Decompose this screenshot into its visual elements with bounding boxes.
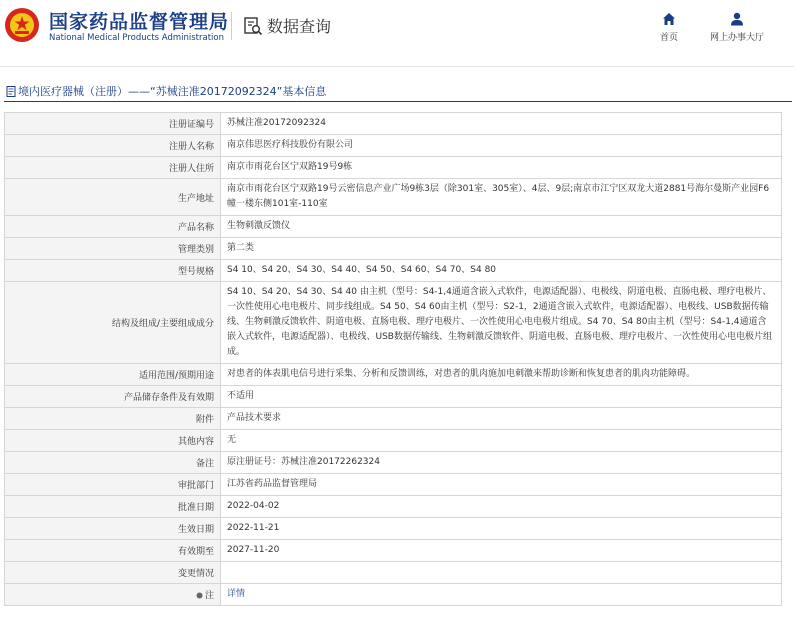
- row-value: 2022-11-21: [221, 518, 782, 540]
- national-emblem-icon: [4, 7, 40, 43]
- table-row: [5, 562, 782, 584]
- row-label: 审批部门: [5, 474, 221, 496]
- breadcrumb-text: 境内医疗器械（注册）——“苏械注准20172092324”基本信息: [18, 85, 327, 98]
- document-icon: [6, 86, 16, 97]
- row-value: 2022-04-02: [221, 496, 782, 518]
- breadcrumb-rule: [4, 101, 792, 102]
- row-label: [5, 584, 221, 606]
- row-value: [221, 562, 782, 584]
- row-value: S4 10、S4 20、S4 30、S4 40、S4 50、S4 60、S4 70、S4 80: [221, 260, 782, 282]
- user-icon: [730, 12, 744, 26]
- table-row: [5, 113, 782, 135]
- table-row: [5, 584, 782, 606]
- nav-online-service-hall[interactable]: [710, 12, 764, 43]
- row-value: 第二类: [221, 238, 782, 260]
- row-label: 注册人住所: [5, 157, 221, 179]
- device-info-table: [4, 112, 782, 606]
- row-value: 产品技术要求: [221, 408, 782, 430]
- table-row: [5, 452, 782, 474]
- table-row: [5, 238, 782, 260]
- table-row: [5, 386, 782, 408]
- row-value: 南京伟思医疗科技股份有限公司: [221, 135, 782, 157]
- table-row: [5, 408, 782, 430]
- row-label: 型号规格: [5, 260, 221, 282]
- row-value: 生物刺激反馈仪: [221, 216, 782, 238]
- row-value: 2027-11-20: [221, 540, 782, 562]
- row-label: 附件: [5, 408, 221, 430]
- row-value: 无: [221, 430, 782, 452]
- brand-name-en: National Medical Products Administration: [49, 33, 224, 43]
- brand-name-cn: 国家药品监督管理局: [49, 11, 230, 33]
- row-label: 备注: [5, 452, 221, 474]
- table-row: [5, 135, 782, 157]
- row-value: [221, 584, 782, 606]
- row-value: 原注册证号：苏械注准20172262324: [221, 452, 782, 474]
- row-label: 注册人名称: [5, 135, 221, 157]
- table-row: [5, 260, 782, 282]
- home-icon: [662, 12, 676, 26]
- section-title: [243, 14, 331, 37]
- row-value: 不适用: [221, 386, 782, 408]
- table-row: [5, 474, 782, 496]
- table-row: [5, 496, 782, 518]
- table-row: [5, 364, 782, 386]
- row-label: 有效期至: [5, 540, 221, 562]
- row-value: 南京市雨花台区宁双路19号9栋: [221, 157, 782, 179]
- data-query-icon: [243, 16, 263, 36]
- row-label: 生产地址: [5, 179, 221, 216]
- row-value: 对患者的体表肌电信号进行采集、分析和反馈训练，对患者的肌肉施加电刺激来帮助诊断和恢复患者的肌肉功能障碍。: [221, 364, 782, 386]
- row-label: 注册证编号: [5, 113, 221, 135]
- row-value: 南京市雨花台区宁双路19号云密信息产业广场9栋3层（除301室、305室）、4层、9层;南京市江宁区双龙大道2881号海尔曼斯产业园F6幢一楼东侧101室-110室: [221, 179, 782, 216]
- row-label: 变更情况: [5, 562, 221, 584]
- row-label: 其他内容: [5, 430, 221, 452]
- row-label: 结构及组成/主要组成成分: [5, 282, 221, 364]
- row-value: S4 10、S4 20、S4 30、S4 40 由主机（型号：S4-1,4通道含嵌入式软件，电源适配器）、电极线、阴道电极、直肠电极、理疗电极片、一次性使用心电电极片、同步线组成。S4 50、S4 60由主机（型号：S2-1，2通道含嵌入式软件，电源适配器）、电极线、USB数据传输线、生物刺激反馈软件、阴道电极、直肠电极、理疗电极片、一次性使用心电电极片组成。S4 70、S4 80由主机（型号：S4-1,4通道含嵌入式软件，电源适配器）、电极线、USB数据传输线、生物刺激反馈软件、阴道电极、直肠电极、理疗电极片、一次性使用心电电极片组成。: [221, 282, 782, 364]
- site-header: [0, 0, 794, 66]
- header-separator: [0, 66, 794, 67]
- header-divider: [231, 12, 232, 40]
- row-label: 批准日期: [5, 496, 221, 518]
- table-row: [5, 179, 782, 216]
- table-row: [5, 216, 782, 238]
- row-label-text: 注: [204, 591, 214, 601]
- row-label: 管理类别: [5, 238, 221, 260]
- row-value: 苏械注准20172092324: [221, 113, 782, 135]
- section-title-text: 数据查询: [267, 17, 332, 36]
- row-value: 江苏省药品监督管理局: [221, 474, 782, 496]
- table-row: [5, 157, 782, 179]
- row-label: 产品储存条件及有效期: [5, 386, 221, 408]
- table-row: [5, 540, 782, 562]
- row-label: 生效日期: [5, 518, 221, 540]
- bullet-icon: [196, 592, 203, 599]
- nav-home-label: 首页: [660, 33, 679, 43]
- table-row: [5, 518, 782, 540]
- nav-online-service-hall-label: 网上办事大厅: [710, 33, 765, 43]
- details-link[interactable]: 详情: [227, 589, 246, 599]
- breadcrumb: [6, 83, 326, 99]
- row-label: 适用范围/预期用途: [5, 364, 221, 386]
- row-label: 产品名称: [5, 216, 221, 238]
- table-row: [5, 430, 782, 452]
- table-row: [5, 282, 782, 364]
- nav-home[interactable]: [660, 12, 678, 43]
